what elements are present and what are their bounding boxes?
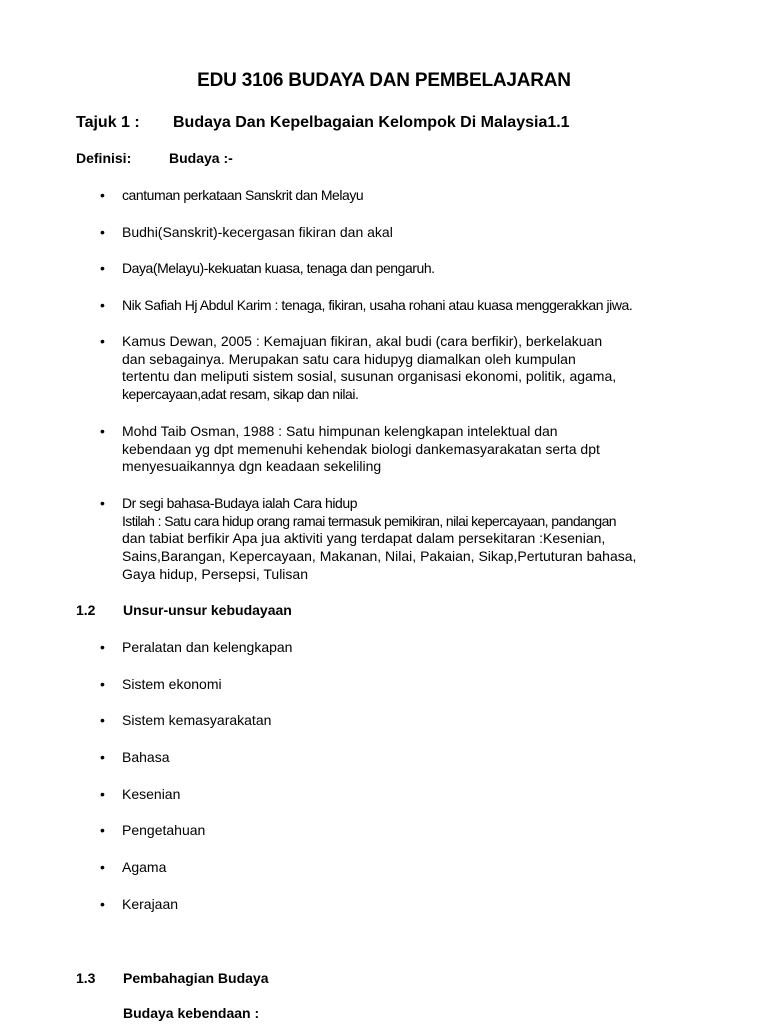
list-item-text: Budhi(Sanskrit)-kecergasan fikiran dan akal: [122, 224, 393, 240]
list-item-text: Daya(Melayu)-kekuatan kuasa, tenaga dan pengaruh.: [122, 260, 435, 276]
section-title: Unsur-unsur kebudayaan: [123, 602, 292, 618]
list-item-line: Gaya hidup, Persepsi, Tulisan: [122, 565, 308, 582]
section-heading-1-2: [76, 602, 292, 618]
list-item-text: Kesenian: [122, 786, 181, 802]
list-item-line: Kamus Dewan, 2005 : Kemajuan fikiran, akal budi (cara berfikir), berkelakuan: [122, 333, 603, 349]
list-item-line: Mohd Taib Osman, 1988 : Satu himpunan kelengkapan intelektual dan: [122, 423, 558, 439]
list-item-line: dan sebagainya. Merupakan satu cara hidupyg diamalkan oleh kumpulan: [122, 350, 576, 367]
list-item-line: menyesuaikannya dgn keadaan sekeliling: [122, 458, 382, 475]
section-title: Pembahagian Budaya: [123, 970, 269, 986]
topic-text: Budaya Dan Kepelbagaian Kelompok Di Malaysia1.1: [173, 114, 570, 131]
list-item-line: dan tabiat berfikir Apa jua aktiviti yang terdapat dalam persekitaran :Kesenian,: [122, 530, 606, 547]
page-title: EDU 3106 BUDAYA DAN PEMBELAJARAN: [197, 70, 571, 91]
bullet-icon: •: [100, 224, 105, 240]
list-item-text: Pengetahuan: [122, 822, 206, 838]
list-item-line: tertentu dan meliputi sistem sosial, susunan organisasi ekonomi, politik, agama,: [122, 368, 617, 385]
list-item-line: kebendaan yg dpt memenuhi kehendak biologi dankemasyarakatan serta dpt: [122, 440, 600, 457]
list-item-text: Sistem kemasyarakatan: [122, 712, 272, 728]
section-number: 1.3: [76, 970, 96, 986]
bullet-icon: •: [100, 297, 105, 313]
list-item-line: Istilah : Satu cara hidup orang ramai termasuk pemikiran, nilai kepercayaan, pandangan: [122, 512, 616, 529]
section-heading-1-3: [76, 970, 269, 986]
bullet-icon: •: [100, 423, 105, 439]
list-item-line: Dr segi bahasa-Budaya ialah Cara hidup: [122, 495, 358, 511]
section-number: 1.2: [76, 602, 96, 618]
definition-heading: [76, 150, 233, 166]
topic-heading: [76, 114, 570, 132]
bullet-icon: •: [100, 712, 105, 728]
list-item-line: Sains,Barangan, Kepercayaan, Makanan, Nilai, Pakaian, Sikap,Pertuturan bahasa,: [122, 548, 637, 565]
bullet-icon: •: [100, 495, 105, 511]
definition-term: Budaya :-: [169, 150, 233, 166]
bullet-icon: •: [100, 822, 105, 838]
bullet-icon: •: [100, 859, 105, 875]
list-item-line: kepercayaan,adat resam, sikap dan nilai.: [122, 386, 359, 403]
bullet-icon: •: [100, 676, 105, 692]
bullet-icon: •: [100, 786, 105, 802]
bullet-icon: •: [100, 333, 105, 349]
bullet-icon: •: [100, 896, 105, 912]
list-item-text: Kerajaan: [122, 896, 179, 912]
list-item-text: Agama: [122, 859, 167, 875]
topic-label: Tajuk 1 :: [76, 114, 140, 131]
definition-label: Definisi:: [76, 150, 132, 166]
list-item-text: Bahasa: [122, 749, 170, 765]
subheading-budaya-kebendaan: Budaya kebendaan :: [123, 1005, 260, 1021]
list-item-text: Nik Safiah Hj Abdul Karim : tenaga, fikiran, usaha rohani atau kuasa menggerakkan jiwa.: [122, 297, 633, 313]
list-item-text: Peralatan dan kelengkapan: [122, 639, 293, 655]
bullet-icon: •: [100, 187, 105, 203]
bullet-icon: •: [100, 260, 105, 276]
list-item-text: Sistem ekonomi: [122, 676, 222, 692]
list-item-text: cantuman perkataan Sanskrit dan Melayu: [122, 187, 364, 203]
bullet-icon: •: [100, 639, 105, 655]
bullet-icon: •: [100, 749, 105, 765]
